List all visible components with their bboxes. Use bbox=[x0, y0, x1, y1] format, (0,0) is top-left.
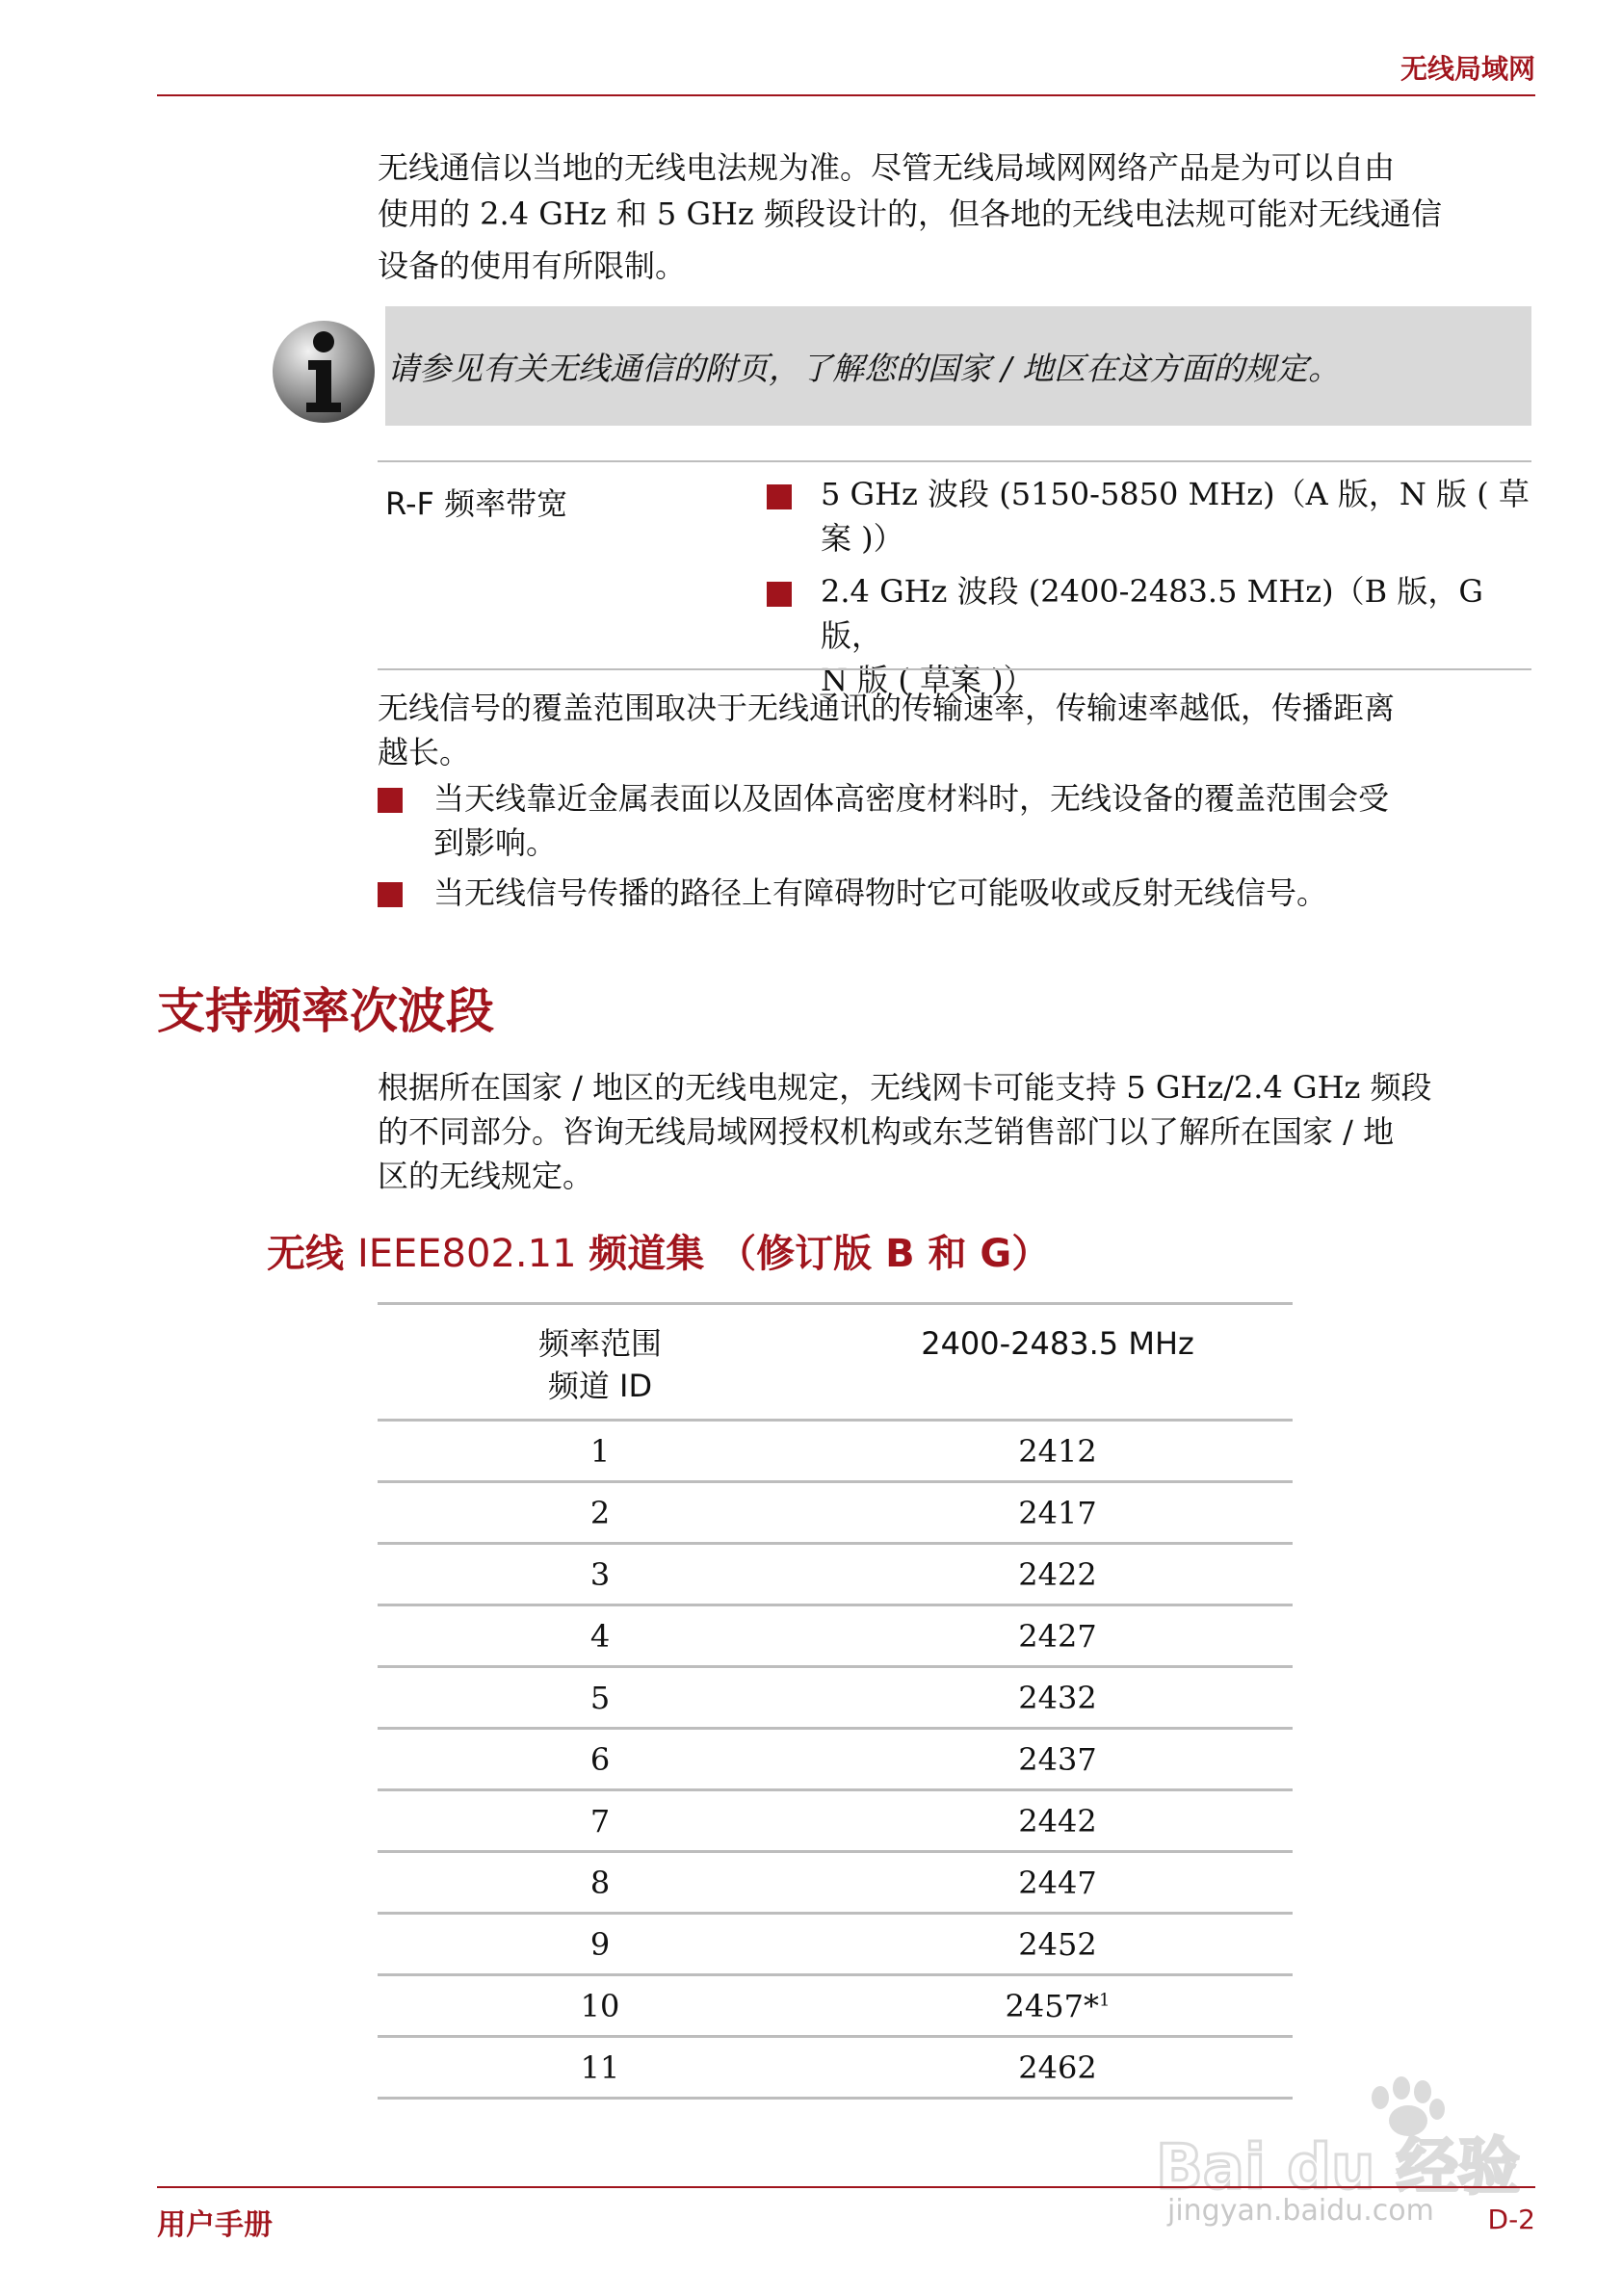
table-row bbox=[378, 1975, 1293, 2037]
page-number: D-2 bbox=[1487, 2204, 1535, 2235]
divider bbox=[378, 460, 1531, 462]
frequency-value: 2422 bbox=[1018, 1555, 1097, 1593]
channel-id: 1 bbox=[378, 1421, 823, 1482]
frequency-value: 2412 bbox=[1018, 1432, 1097, 1470]
subsection-title-middle: IEEE802.11 bbox=[356, 1232, 589, 1276]
divider bbox=[378, 668, 1531, 670]
note-text: 请参见有关无线通信的附页，了解您的国家 / 地区在这方面的规定。 bbox=[387, 349, 1341, 387]
channel-id: 10 bbox=[378, 1975, 823, 2037]
table-header-row bbox=[378, 1304, 1293, 1421]
channel-id: 7 bbox=[378, 1790, 823, 1852]
frequency-value: 2457* bbox=[1005, 1987, 1099, 2024]
channel-frequency bbox=[823, 1975, 1293, 2037]
section-line: 的不同部分。咨询无线局域网授权机构或东芝销售部门以了解所在国家 / 地 bbox=[378, 1113, 1395, 1150]
intro-line: 使用的 2.4 GHz 和 5 GHz 频段设计的，但各地的无线电法规可能对无线通信 bbox=[378, 196, 1442, 232]
channel-id: 9 bbox=[378, 1914, 823, 1975]
table-header-cell bbox=[823, 1304, 1293, 1421]
rf-item bbox=[821, 472, 1533, 561]
section-line: 根据所在国家 / 地区的无线电规定，无线网卡可能支持 5 GHz/2.4 GHz 频段 bbox=[378, 1069, 1432, 1106]
table-row bbox=[378, 1729, 1293, 1790]
header-rule bbox=[157, 94, 1535, 96]
coverage-bullet bbox=[433, 776, 1531, 865]
coverage-bullet-line: 当天线靠近金属表面以及固体高密度材料时，无线设备的覆盖范围会受 bbox=[433, 780, 1390, 817]
frequency-value: 2442 bbox=[1018, 1802, 1097, 1839]
channel-id: 5 bbox=[378, 1667, 823, 1729]
frequency-value: 2452 bbox=[1018, 1925, 1097, 1963]
bullet-square bbox=[378, 882, 403, 907]
table-row bbox=[378, 1914, 1293, 1975]
section-paragraph bbox=[378, 1065, 1531, 1198]
intro-line: 无线通信以当地的无线电法规为准。尽管无线局域网网络产品是为可以自由 bbox=[378, 149, 1396, 186]
rf-label bbox=[385, 480, 567, 524]
table-row bbox=[378, 1667, 1293, 1729]
running-header-title: 无线局域网 bbox=[1400, 53, 1535, 85]
coverage-bullet-line: 到影响。 bbox=[433, 824, 558, 861]
table-row bbox=[378, 1544, 1293, 1605]
channel-frequency bbox=[823, 1421, 1293, 1482]
coverage-bullet bbox=[433, 871, 1531, 915]
bullet-square bbox=[767, 582, 792, 607]
rf-item-line: N 版 ( 草案 )） bbox=[821, 662, 1034, 698]
channel-frequency bbox=[823, 1852, 1293, 1914]
header-text: 频率范围 bbox=[537, 1325, 662, 1362]
table-row bbox=[378, 1852, 1293, 1914]
channel-frequency bbox=[823, 1544, 1293, 1605]
frequency-value: 2462 bbox=[1018, 2048, 1097, 2086]
rf-item-line: 案 )） bbox=[821, 520, 904, 557]
footnote-marker: 1 bbox=[1098, 1989, 1111, 2010]
channel-frequency bbox=[823, 1482, 1293, 1544]
bullet-square bbox=[767, 484, 792, 509]
frequency-value: 2437 bbox=[1018, 1740, 1097, 1778]
rf-item-line: 2.4 GHz 波段 (2400-2483.5 MHz)（B 版，G 版， bbox=[821, 573, 1483, 654]
footer-rule bbox=[157, 2186, 1535, 2188]
channel-id: 11 bbox=[378, 2037, 823, 2099]
channel-id: 2 bbox=[378, 1482, 823, 1544]
subsection-title-prefix: 无线 bbox=[267, 1232, 357, 1276]
table-row bbox=[378, 1421, 1293, 1482]
table-row bbox=[378, 1790, 1293, 1852]
channel-frequency bbox=[823, 1790, 1293, 1852]
rf-item bbox=[821, 569, 1533, 702]
header-text: 2400-2483.5 MHz bbox=[921, 1325, 1194, 1362]
info-icon bbox=[270, 318, 378, 426]
coverage-bullet-line: 当无线信号传播的路径上有障碍物时它可能吸收或反射无线信号。 bbox=[433, 874, 1328, 911]
channel-id: 8 bbox=[378, 1852, 823, 1914]
coverage-paragraph bbox=[378, 686, 1531, 774]
channel-frequency bbox=[823, 1605, 1293, 1667]
watermark-logo-text: Bai du 经验 bbox=[1156, 2132, 1520, 2204]
note-box bbox=[385, 306, 1531, 426]
table-header-cell bbox=[378, 1304, 823, 1421]
frequency-value: 2417 bbox=[1018, 1494, 1097, 1531]
channel-table bbox=[378, 1302, 1293, 2100]
subsection-heading bbox=[267, 1223, 1050, 1278]
header-text: 频道 ID bbox=[547, 1368, 653, 1404]
section-line: 区的无线规定。 bbox=[378, 1158, 594, 1194]
channel-id: 3 bbox=[378, 1544, 823, 1605]
intro-paragraph bbox=[378, 144, 1531, 289]
channel-id: 6 bbox=[378, 1729, 823, 1790]
channel-frequency bbox=[823, 1729, 1293, 1790]
frequency-value: 2432 bbox=[1018, 1679, 1097, 1716]
frequency-value: 2427 bbox=[1018, 1617, 1097, 1655]
bullet-square bbox=[378, 788, 403, 813]
coverage-line: 越长。 bbox=[378, 734, 471, 770]
intro-line: 设备的使用有所限制。 bbox=[378, 248, 687, 284]
watermark-url: jingyan.baidu.com bbox=[1167, 2194, 1434, 2228]
footer-title: 用户手册 bbox=[157, 2208, 273, 2242]
channel-frequency bbox=[823, 1667, 1293, 1729]
channel-frequency bbox=[823, 1914, 1293, 1975]
rf-item-line: 5 GHz 波段 (5150-5850 MHz)（A 版，N 版 ( 草 bbox=[821, 476, 1530, 512]
frequency-value: 2447 bbox=[1018, 1864, 1097, 1901]
coverage-line: 无线信号的覆盖范围取决于无线通讯的传输速率，传输速率越低，传播距离 bbox=[378, 690, 1396, 726]
subsection-title-suffix: （修订版 B 和 G） bbox=[704, 1232, 1051, 1276]
table-row bbox=[378, 1605, 1293, 1667]
channel-id: 4 bbox=[378, 1605, 823, 1667]
section-heading: 支持频率次波段 bbox=[157, 983, 494, 1039]
rf-label-text: R-F 频率带宽 bbox=[385, 485, 568, 522]
subsection-title-bold: 频道集 bbox=[589, 1232, 705, 1276]
table-row bbox=[378, 1482, 1293, 1544]
